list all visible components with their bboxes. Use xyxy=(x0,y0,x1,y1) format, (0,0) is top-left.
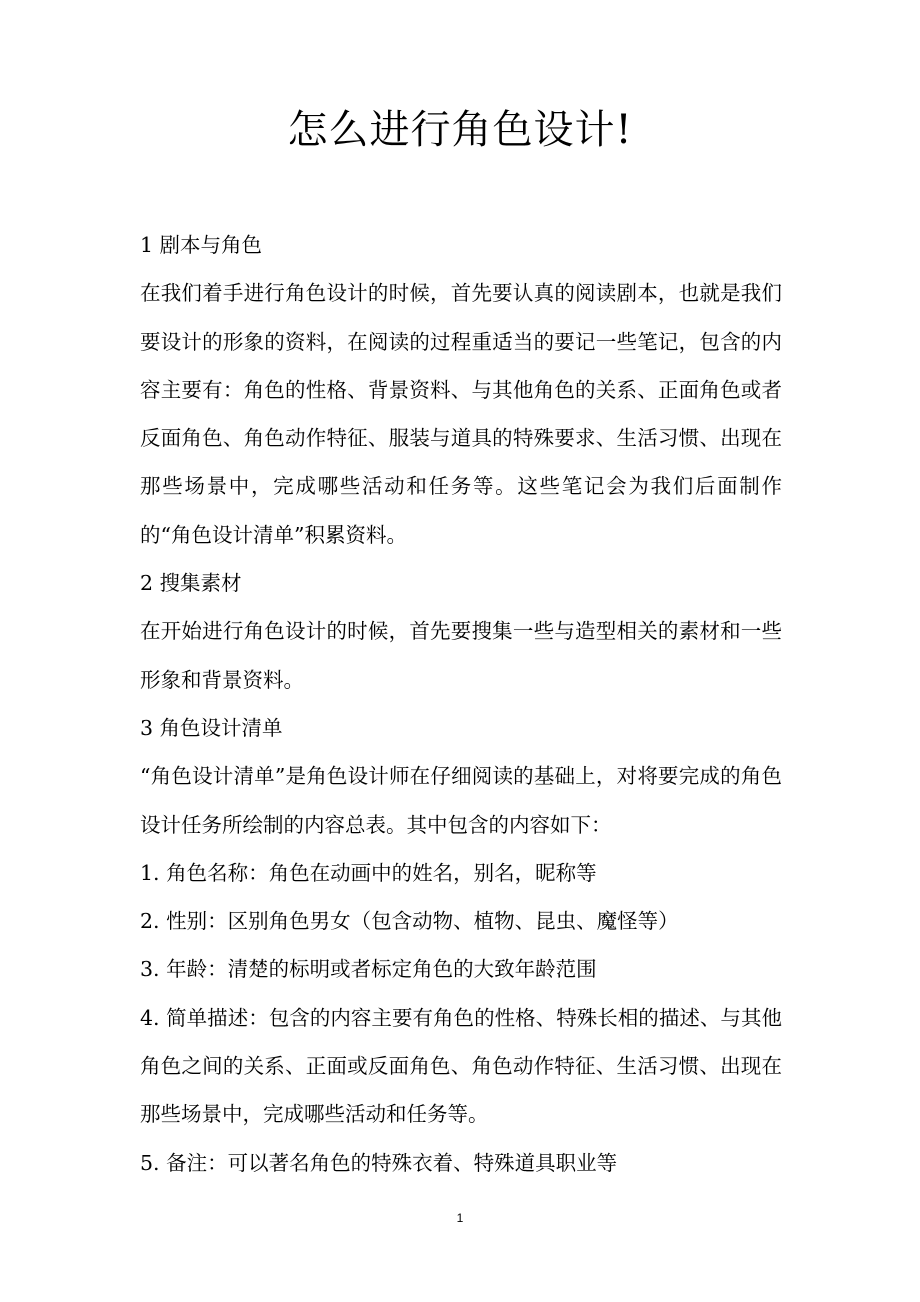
list-item-role-name: 1. 角色名称：角色在动画中的姓名，别名，昵称等 xyxy=(140,860,597,885)
paragraph-collect-materials: 在开始进行角色设计的时候，首先要搜集一些与造型相关的素材和一些形象和背景资料。 xyxy=(140,619,782,692)
page-number: 1 xyxy=(456,1211,464,1225)
page-title: 怎么进行角色设计! xyxy=(287,107,633,153)
list-item-gender: 2. 性别：区别角色男女（包含动物、植物、昆虫、魔怪等） xyxy=(140,909,679,934)
section-heading-collect-materials: 2 搜集素材 xyxy=(140,571,242,596)
paragraph-reading-script: 在我们着手进行角色设计的时候，首先要认真的阅读剧本，也就是我们要设计的形象的资料，在阅读的过程重适当的要记一些笔记，包含的内容主要有：角色的性格、背景资料、与其他角色的关系、正面角色或者反面角色、角色动作特征、服装与道具的特殊要求、生活习惯、出现在那些场景中，完成哪些活动和任务等。这些笔记会为我们后面制作的“角色设计清单”积累资料。 xyxy=(140,281,782,547)
section-heading-design-list: 3 角色设计清单 xyxy=(140,715,283,740)
paragraph-design-list-intro: “角色设计清单”是角色设计师在仔细阅读的基础上，对将要完成的角色设计任务所绘制的内容总表。其中包含的内容如下： xyxy=(140,764,782,837)
list-item-description: 4. 简单描述：包含的内容主要有角色的性格、特殊长相的描述、与其他角色之间的关系、正面或反面角色、角色动作特征、生活习惯、出现在那些场景中，完成哪些活动和任务等。 xyxy=(140,1005,782,1127)
list-item-age: 3. 年龄：清楚的标明或者标定角色的大致年龄范围 xyxy=(140,957,597,982)
section-heading-script-and-role: 1 剧本与角色 xyxy=(140,233,263,257)
list-item-notes: 5. 备注：可以著名角色的特殊衣着、特殊道具职业等 xyxy=(140,1150,618,1175)
document-body xyxy=(140,221,782,1187)
